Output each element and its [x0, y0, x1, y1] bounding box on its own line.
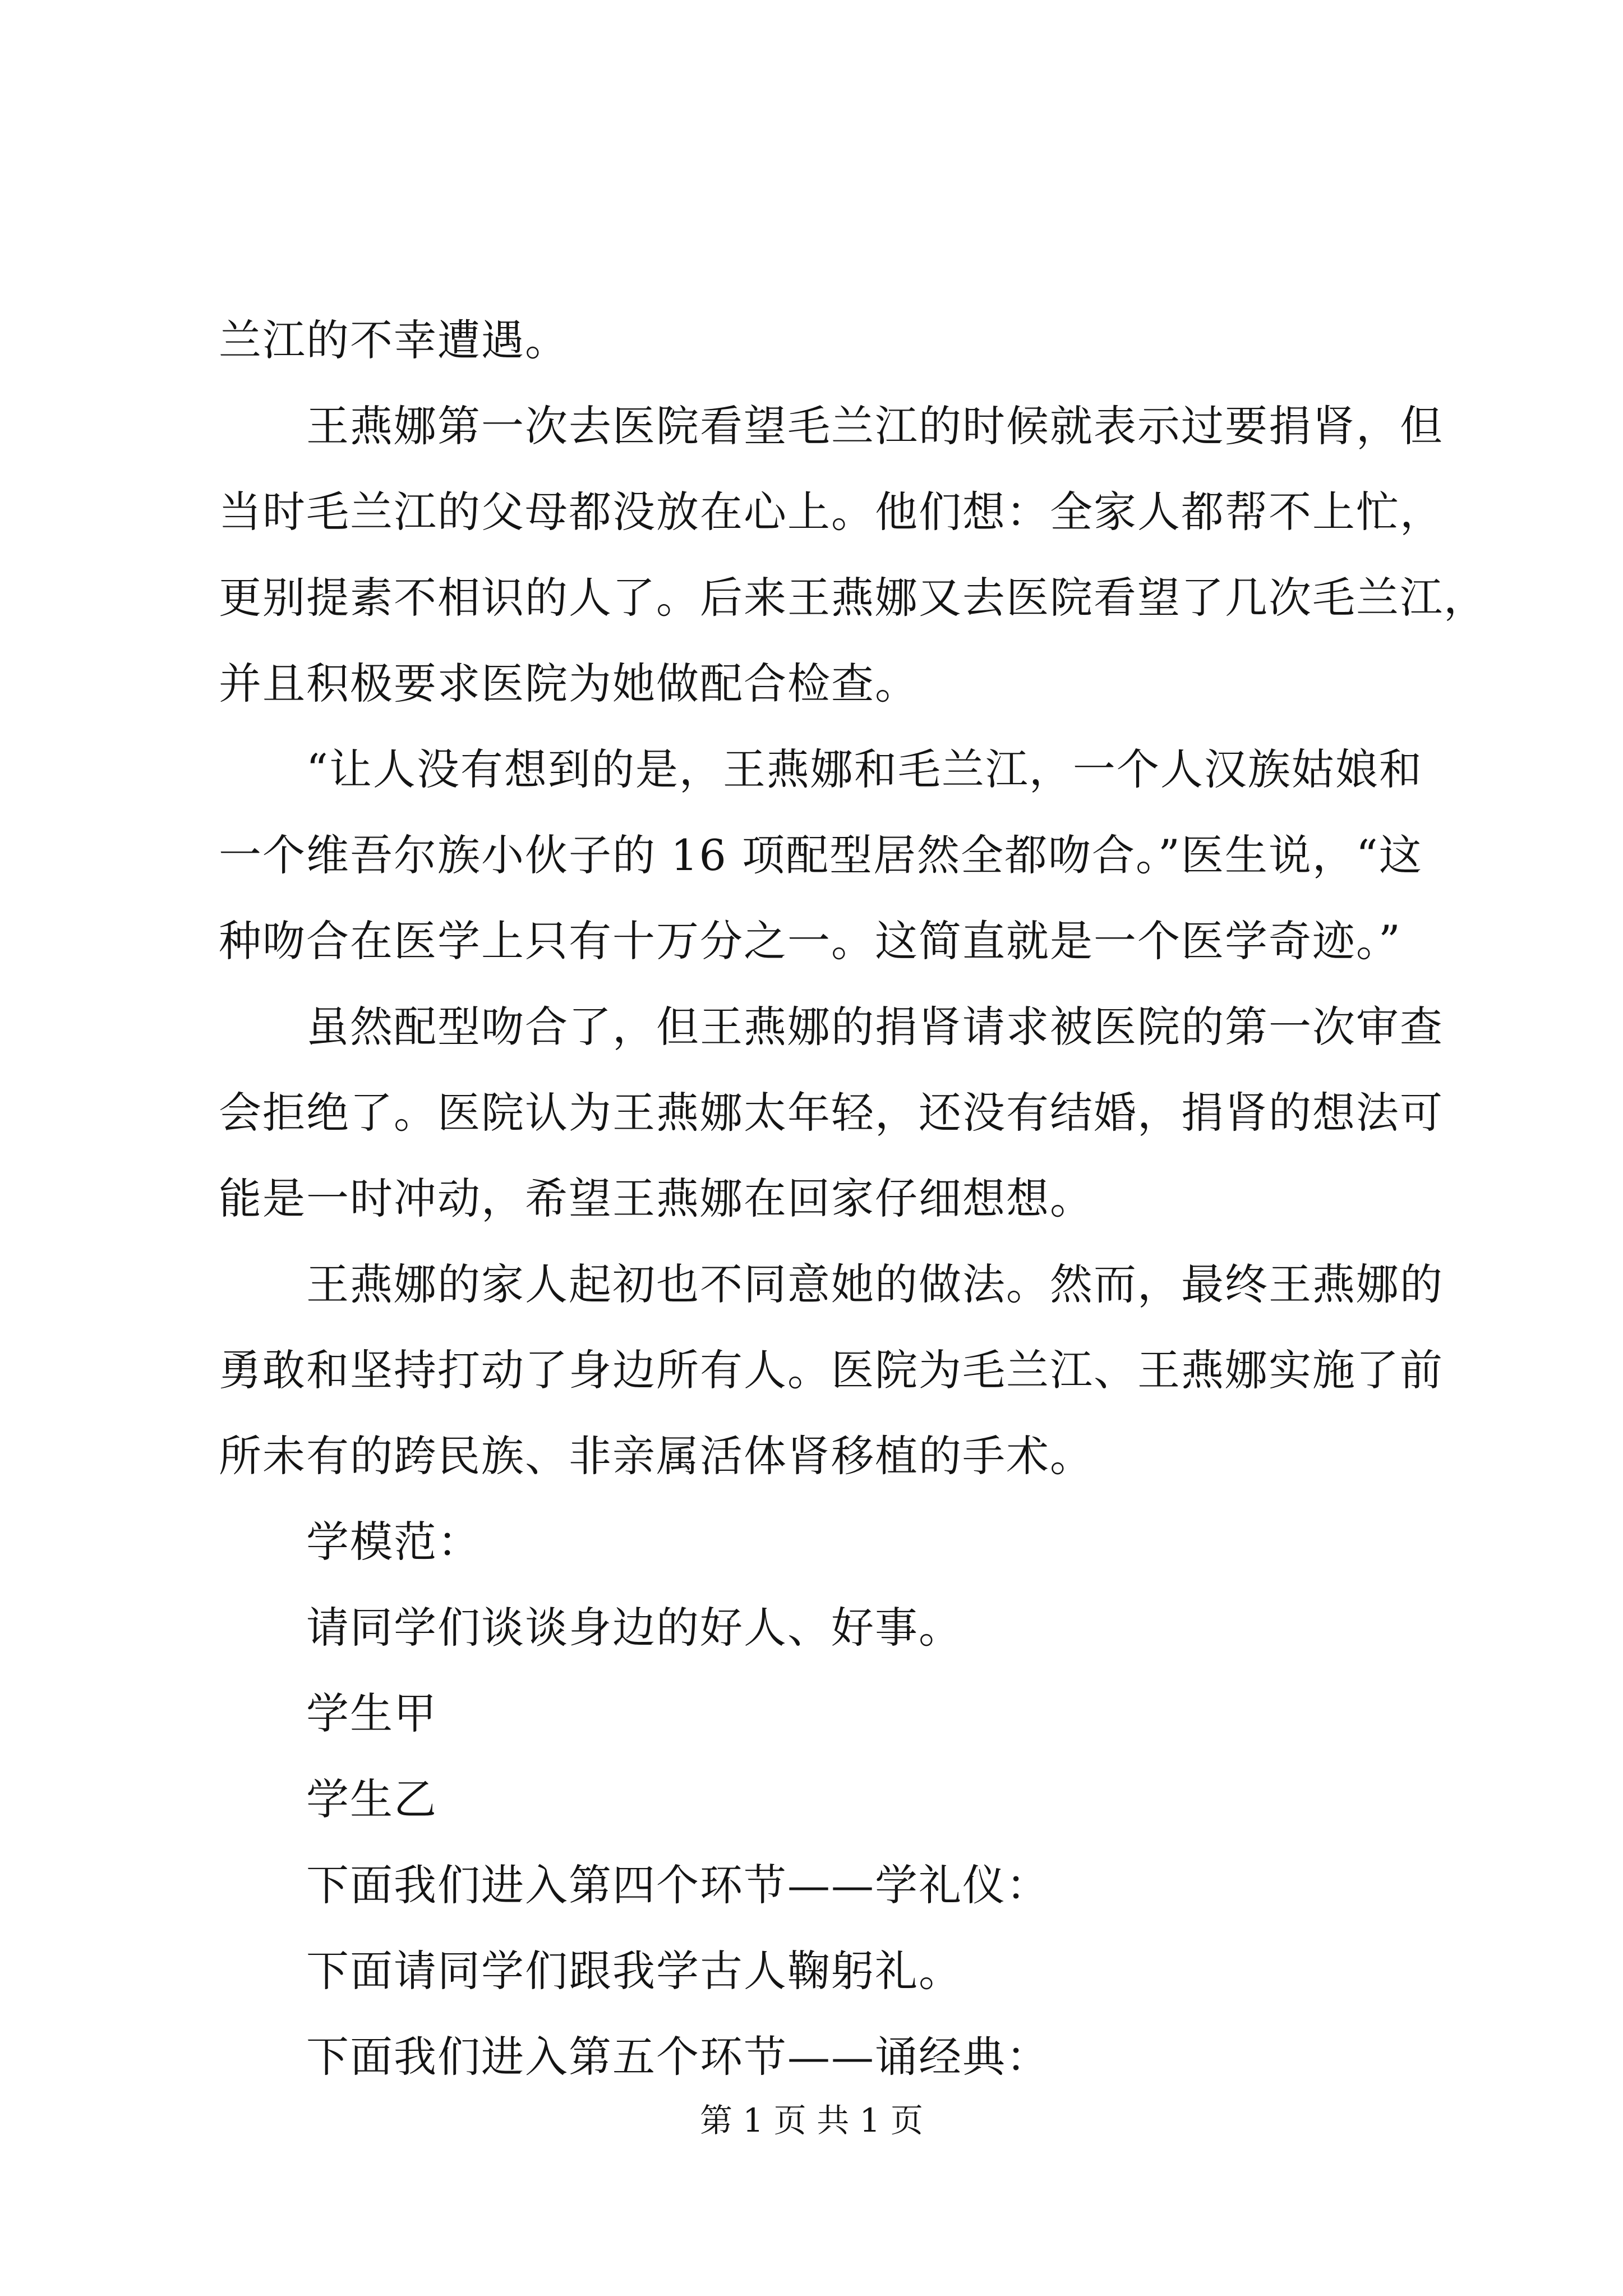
- text-line: 学生甲: [306, 1688, 437, 1738]
- page-footer: 第 1 页 共 1 页: [700, 2101, 923, 2139]
- text-line: 更别提素不相识的人了。后来王燕娜又去医院看望了几次毛兰江，: [219, 573, 1487, 623]
- text-line: 虽然配型吻合了，但王燕娜的捐肾请求被医院的第一次审查: [306, 1002, 1444, 1052]
- text-line: 学模范：: [306, 1517, 481, 1567]
- document-body: [219, 297, 1487, 2100]
- text-line: 所未有的跨民族、非亲属活体肾移植的手术。: [219, 1431, 1094, 1481]
- text-line: 兰江的不幸遭遇。: [219, 315, 569, 365]
- text-line: 下面我们进入第四个环节——学礼仪：: [306, 1860, 1050, 1910]
- text-line: 并且积极要求医院为她做配合检查。: [219, 659, 919, 708]
- text-line: 勇敢和坚持打动了身边所有人。医院为毛兰江、王燕娜实施了前: [219, 1345, 1444, 1395]
- text-line: 下面我们进入第五个环节——诵经典：: [306, 2032, 1050, 2082]
- text-line: 一个维吾尔族小伙子的 16 项配型居然全都吻合。”医生说，“这: [219, 830, 1423, 880]
- text-line: “让人没有想到的是，王燕娜和毛兰江，一个人汉族姑娘和: [306, 744, 1423, 794]
- text-line: 下面请同学们跟我学古人鞠躬礼。: [306, 1946, 962, 1996]
- text-line: 种吻合在医学上只有十万分之一。这简直就是一个医学奇迹。”: [219, 916, 1401, 966]
- text-line: 当时毛兰江的父母都没放在心上。他们想：全家人都帮不上忙，: [219, 487, 1444, 537]
- text-line: 王燕娜的家人起初也不同意她的做法。然而，最终王燕娜的: [306, 1259, 1444, 1309]
- text-line: 能是一时冲动，希望王燕娜在回家仔细想想。: [219, 1174, 1094, 1223]
- text-line: 会拒绝了。医院认为王燕娜太年轻，还没有结婚，捐肾的想法可: [219, 1088, 1444, 1138]
- text-line: 学生乙: [306, 1774, 437, 1824]
- text-line: 请同学们谈谈身边的好人、好事。: [306, 1603, 962, 1653]
- text-line: 王燕娜第一次去医院看望毛兰江的时候就表示过要捐肾，但: [306, 401, 1444, 451]
